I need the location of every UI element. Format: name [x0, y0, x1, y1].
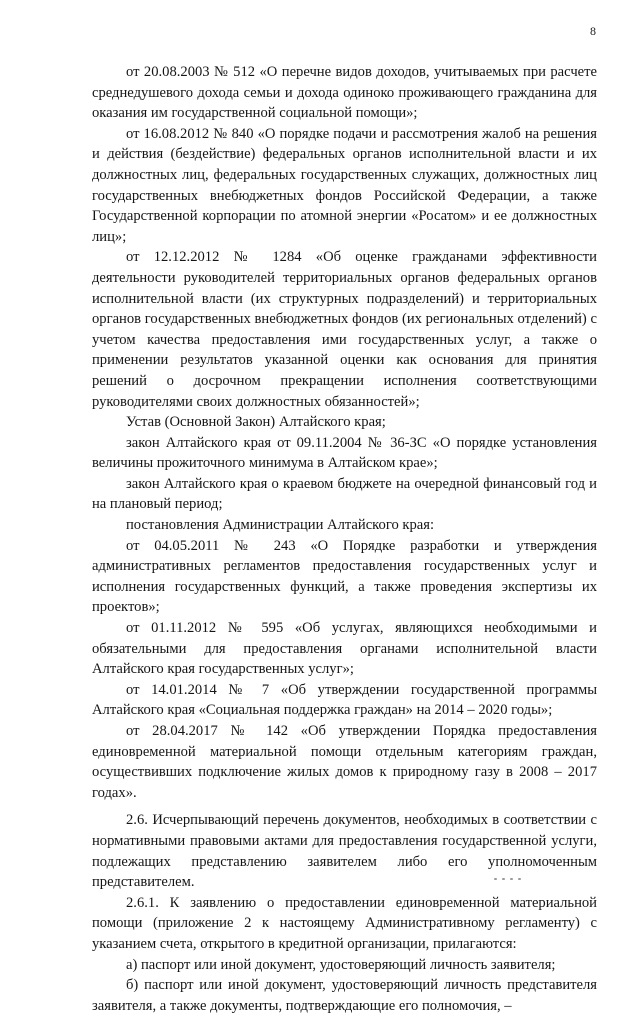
- paragraph: от 28.04.2017 № 142 «Об утверждении Порядка предоставления единовременной материальной помощи отдельным категориям граждан, осуществивших подключение жилых домов к природному газу в 2008 – 2017 годах».: [92, 723, 597, 801]
- scan-artifact: [494, 877, 530, 881]
- document-body: [92, 62, 597, 1016]
- paragraph: от 20.08.2003 № 512 «О перечне видов доходов, учитываемых при расчете среднедушевого дохода семьи и дохода одиноко проживающего гражданина для оказания им государственной социальной помощи»;: [92, 64, 597, 122]
- section-heading-paragraph: 2.6. Исчерпывающий перечень документов, необходимых в соответствии с нормативными правовыми актами для предоставления государственной услуги, подлежащих представлению заявителем либо его уполномоченным представителем.: [92, 812, 597, 891]
- paragraph: от 01.11.2012 № 595 «Об услугах, являющихся необходимыми и обязательными для предоставления органами исполнительной власти Алтайского края государственных услуг»;: [92, 620, 597, 678]
- paragraph: постановления Администрации Алтайского края:: [126, 517, 435, 534]
- list-item: а) паспорт или иной документ, удостоверяющий личность заявителя;: [126, 956, 556, 973]
- paragraph: от 04.05.2011 № 243 «О Порядке разработки и утверждения административных регламентов предоставления государственных услуг и исполнения государственных функций, а также проведения экспертизы их проектов»;: [92, 537, 597, 616]
- paragraph: закон Алтайского края от 09.11.2004 № 36-ЗС «О порядке установления величины прожиточного минимума в Алтайском крае»;: [92, 434, 597, 472]
- paragraph: от 14.01.2014 № 7 «Об утверждении государственной программы Алтайского края «Социальная поддержка граждан» на 2014 – 2020 годы»;: [92, 681, 597, 719]
- paragraph: Устав (Основной Закон) Алтайского края;: [126, 414, 386, 431]
- paragraph: 2.6.1. К заявлению о предоставлении единовременной материальной помощи (приложение 2 к настоящему Административному регламенту) с указанием счета, открытого в кредитной организации, прилагаются:: [92, 894, 597, 952]
- paragraph: от 12.12.2012 № 1284 «Об оценке гражданами эффективности деятельности руководителей территориальных органов федеральных органов исполнительной власти (их структурных подразделений) и территориальных органов государственных внебюджетных фондов (их региональных отделений) с учетом качества предоставления ими государственных услуг, а также о применении результатов указанной оценки как основания для принятия решений о досрочном прекращении исполнения соответствующими руководителями своих должностных обязанностей»;: [92, 249, 597, 410]
- paragraph: закон Алтайского края о краевом бюджете на очередной финансовый год и на плановый период;: [92, 475, 597, 513]
- list-item: б) паспорт или иной документ, удостоверяющий личность представителя заявителя, а также документы, подтверждающие его полномочия, –: [92, 977, 597, 1014]
- page-number: 8: [590, 24, 596, 38]
- paragraph: от 16.08.2012 № 840 «О порядке подачи и рассмотрения жалоб на решения и действия (бездействие) федеральных органов исполнительной власти и их должностных лиц, федеральных государственных служащих, должностных лиц государственных внебюджетных фондов Российской Федерации, а также Государственной корпорации по атомной энергии «Росатом» и ее должностных лиц»;: [92, 125, 597, 245]
